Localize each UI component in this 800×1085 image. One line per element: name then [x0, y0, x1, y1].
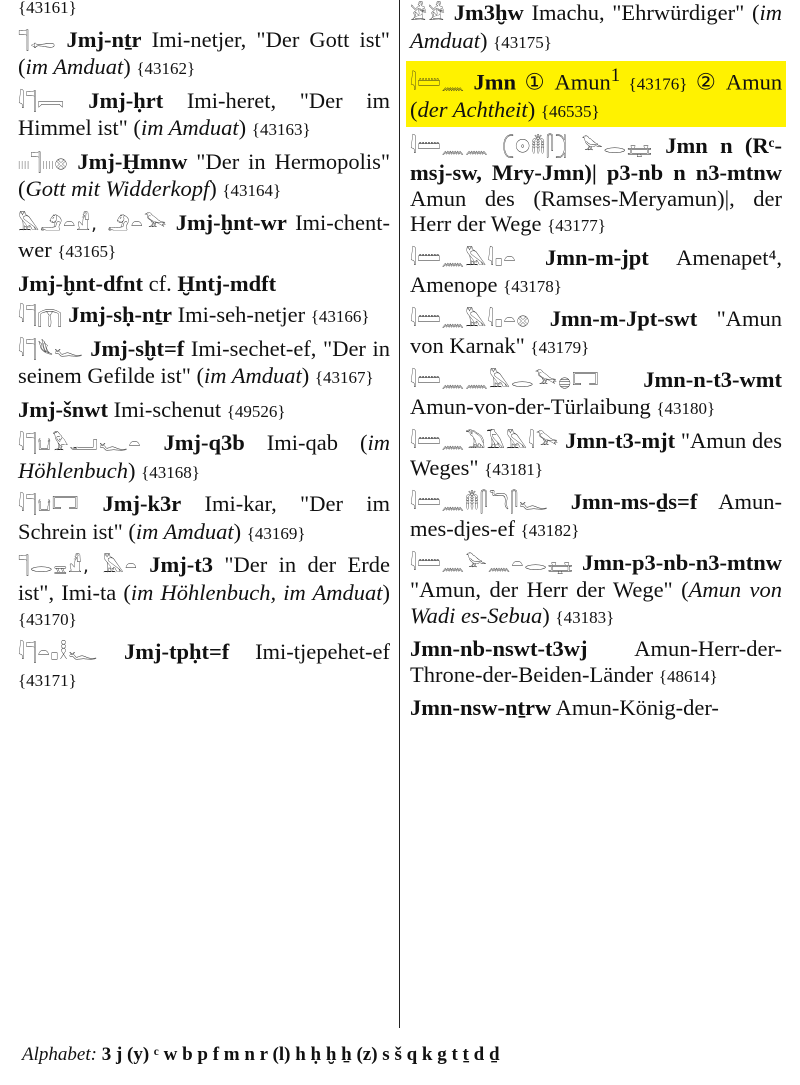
entry-ref: {49526} — [226, 401, 286, 421]
headword: Jmn-m-Jpt-swt — [549, 305, 698, 331]
gloss: Amun-Herr-der-Throne-der-Beiden-Länder — [410, 636, 782, 687]
gloss: Amun ( — [410, 69, 783, 122]
right-column — [410, 0, 782, 727]
gloss-italic: im Amduat — [135, 518, 234, 544]
entry-ref: {43180} — [656, 399, 716, 418]
entry-ref: {43166} — [310, 307, 370, 326]
headword: Jmj-k3r — [102, 491, 182, 516]
headword: Jmn n (Rᶜ-msj-sw, Mry-Jmn)| p3-nb n n3-mtnw — [410, 132, 782, 185]
entry-ref: {43162} — [136, 59, 196, 78]
dictionary-entry — [18, 336, 390, 391]
entry-ref: {46535} — [540, 102, 600, 121]
headword: Jmj-Ḫmnw — [77, 148, 188, 174]
hieroglyph-group: 𓇋𓏠𓈖𓄟𓋴𓆓𓋴𓆑 — [410, 491, 549, 514]
entry-ref: {43163} — [251, 120, 311, 139]
entry-ref: {48614} — [658, 666, 718, 686]
entry-ref: {43176} — [628, 74, 688, 94]
headword: Jmj-sḥ-nṯr — [68, 302, 172, 327]
dictionary-entry — [410, 636, 782, 689]
dictionary-entry — [410, 550, 782, 631]
dictionary-entry — [18, 27, 390, 82]
gloss: cf. — [148, 270, 178, 296]
right-entry-list — [410, 133, 782, 721]
entry-ref: {43169} — [246, 523, 306, 543]
headword: Jmj-ḫnt-wr — [175, 209, 287, 235]
gloss: Imi-schenut — [113, 396, 227, 422]
dictionary-entry — [410, 306, 782, 361]
gloss-italic: im Amduat — [204, 363, 302, 388]
hieroglyph-group: 𓇋𓏠𓈖𓈖 𓍹𓇳𓄟𓋴𓍺 𓅪𓂋𓈐 — [410, 135, 653, 158]
dictionary-entry — [18, 491, 390, 546]
gloss-tail: ) — [127, 457, 142, 483]
gloss: Imi-netjer, "Der Gott ist" ( — [18, 26, 390, 79]
entry-ref: {43164} — [222, 181, 282, 200]
headword: Jmn-t3-mjt — [565, 427, 676, 453]
gloss-italic: im Höhlenbuch — [18, 430, 391, 483]
alphabet-footer — [22, 1044, 500, 1066]
headword: Jmj-ḫnt-dfnt — [18, 270, 144, 296]
headword: Jmn-nsw-nṯrw — [410, 695, 552, 720]
headword: Jmj-nṯr — [66, 26, 142, 52]
dictionary-entry — [410, 489, 782, 544]
gloss: Imi-chent-wer — [18, 209, 391, 262]
sense-number: ② — [695, 69, 719, 95]
dictionary-entry — [410, 0, 782, 55]
gloss: "Der in der Erde ist", Imi-ta ( — [18, 552, 390, 605]
headword: Jm3ḫw — [453, 0, 524, 25]
gloss: Amun-König-der- — [555, 695, 719, 720]
continued-ref: {43161} — [18, 0, 77, 17]
gloss-tail: ) — [301, 363, 315, 388]
headword: Jmj-q3b — [163, 430, 245, 455]
gloss: Imi-heret, "Der im Himmel ist" ( — [18, 87, 391, 140]
hieroglyph-group: 𓊹𓂋𓈇𓀭, 𓅓𓏏 — [18, 555, 138, 577]
gloss-tail: ) — [542, 602, 556, 628]
sense-number: ① — [524, 69, 548, 95]
dictionary-entry — [410, 133, 782, 239]
gloss-tail: ) — [233, 518, 247, 544]
dictionary-entry — [18, 397, 390, 425]
hieroglyph-group: 𓇋𓊹𓂓𓅱𓂝𓆑𓏏 — [18, 433, 142, 455]
gloss: "Amun von Karnak" — [410, 305, 783, 358]
gloss: Amenapet⁴, Amenope — [410, 244, 783, 297]
entry-ref: {43183} — [555, 607, 615, 627]
alphabet-letters: 3 j (y) ᶜ w b p f m n r (l) h ḥ ḫ ẖ (z) s š q k g t ṯ d ḏ — [101, 1044, 500, 1065]
headword: Jmn — [473, 69, 517, 95]
gloss: Amun des (Ramses-Meryamun)|, der Herr der Wege — [410, 185, 782, 236]
gloss-italic: im Amduat — [410, 0, 782, 53]
gloss-tail: ) — [238, 115, 252, 140]
hieroglyph-group: 𓇋𓊹𓇯 — [18, 90, 65, 113]
gloss-tail: ) — [209, 176, 223, 201]
entry-ref: {43170} — [18, 610, 77, 629]
hieroglyph-group: 𓇋𓊹𓂓𓉐 — [18, 494, 80, 516]
hieroglyph-group: 𓅓𓄂𓏏𓀭, 𓄂𓏏𓅨 — [18, 212, 168, 235]
gloss-tail: ) — [527, 97, 541, 122]
dictionary-entry — [410, 245, 782, 300]
headword: Jmj-ḥrt — [88, 87, 164, 113]
gloss: Imi-kar, "Der im Schrein ist" ( — [18, 491, 391, 544]
dictionary-entry — [18, 430, 390, 485]
hieroglyph-group: 𓊹𓉻 — [18, 29, 57, 52]
hieroglyph-group: 𓏽𓊹𓏽𓊖 — [18, 151, 69, 174]
highlighted-entry — [406, 61, 786, 127]
dictionary-entry — [410, 428, 782, 483]
dictionary-entry — [18, 210, 390, 265]
gloss: Amun-von-der-Türlaibung — [410, 394, 657, 419]
gloss-tail: ) — [123, 54, 137, 79]
left-entry-list — [18, 27, 390, 694]
entry-ref: {43168} — [141, 462, 200, 482]
cross-ref-headword: Ḫntj-mdft — [177, 270, 277, 296]
entry-ref: {43178} — [503, 277, 562, 296]
gloss-italic: im Amduat — [140, 115, 239, 140]
dictionary-entry — [410, 695, 782, 721]
column-divider — [399, 0, 400, 1028]
headword: Jmn-n-t3-wmt — [643, 366, 782, 392]
dictionary-entry — [18, 88, 390, 143]
gloss-italic: der Achtheit — [417, 97, 528, 122]
gloss-italic: im Höhlenbuch, im Amduat — [130, 579, 383, 605]
dictionary-entry — [18, 639, 390, 694]
gloss: "Amun des Weges" — [410, 427, 783, 480]
dictionary-entry — [18, 552, 390, 633]
gloss-italic: im Amduat — [25, 54, 124, 79]
alphabet-label: Alphabet: — [22, 1044, 97, 1065]
dictionary-entry — [18, 302, 390, 330]
gloss: Imi-tjepehet-ef — [255, 638, 390, 664]
gloss: Imachu, "Ehrwürdiger" ( — [531, 0, 760, 25]
headword: Jmn-p3-nb-n3-mtnw — [581, 549, 782, 575]
gloss-tail: ) — [480, 27, 494, 53]
entry-ref: {43181} — [484, 460, 544, 479]
dictionary-entry — [410, 367, 782, 422]
gloss: Amun — [547, 69, 611, 95]
gloss-italic: Amun von Wadi es-Sebua — [410, 577, 782, 628]
dictionary-entry — [18, 271, 390, 297]
gloss: "Amun, der Herr der Wege" ( — [410, 577, 689, 602]
gloss: Imi-sechet-ef, "Der in seinem Gefilde ist" ( — [18, 335, 390, 388]
hieroglyph-group: 𓇋𓊹𓆰𓆑 — [18, 338, 84, 361]
hieroglyph-group: 𓇋𓊹𓏏𓊪𓎛𓆑 — [18, 641, 99, 664]
entry-ref: {43182} — [520, 521, 580, 540]
gloss: Amun-mes-djes-ef — [410, 488, 782, 541]
entry-ref: {43175} — [493, 32, 552, 52]
headword: Jmn-ms-ḏs=f — [570, 488, 698, 514]
dictionary-entry — [18, 149, 390, 204]
hieroglyph-group: 𓇋𓏠𓈖𓅓𓇋𓊪𓏏 — [410, 247, 517, 270]
entry-ref: {43179} — [530, 338, 590, 357]
left-column — [18, 0, 390, 700]
gloss-italic: Gott mit Widderkopf — [25, 176, 210, 201]
gloss: Imi-seh-netjer — [177, 302, 311, 327]
headword: Jmj-sḫt=f — [90, 335, 185, 361]
gloss: Imi-qab ( — [266, 430, 368, 455]
headword: Jmj-tpḥt=f — [123, 638, 230, 664]
gloss: "Der in Hermopolis" ( — [18, 148, 391, 201]
entry-ref: {43167} — [314, 368, 374, 387]
hieroglyph-group: 𓀀𓀀 — [410, 3, 447, 25]
hieroglyph-group: 𓇋𓏠𓈖 — [410, 72, 466, 95]
gloss-tail: ) — [382, 579, 390, 605]
hieroglyph-group: 𓇋𓊹𓉲 — [18, 305, 63, 327]
headword: Jmn-nb-nswt-t3wj — [410, 636, 588, 661]
hieroglyph-group: 𓇋𓏠𓈖𓅪𓈖𓏏𓂋𓈐 — [410, 552, 574, 575]
footnote-marker: 1 — [610, 65, 621, 86]
hieroglyph-group: 𓇋𓏠𓈖𓈖𓅓𓂋𓅨𓐍𓉐 — [410, 369, 600, 392]
headword: Jmn-m-jpt — [545, 244, 649, 270]
headword: Jmj-šnwt — [18, 396, 108, 422]
headword: Jmj-t3 — [149, 552, 213, 577]
entry-ref: {43177} — [547, 216, 606, 235]
entry-ref: {43171} — [18, 671, 77, 690]
hieroglyph-group: 𓇋𓏠𓈖𓅓𓇋𓊪𓏏𓊖 — [410, 308, 531, 331]
entry-ref: {43165} — [57, 242, 117, 261]
hieroglyph-group: 𓇋𓏠𓈖𓅐𓄿𓅓𓇋𓅨 — [410, 430, 560, 453]
